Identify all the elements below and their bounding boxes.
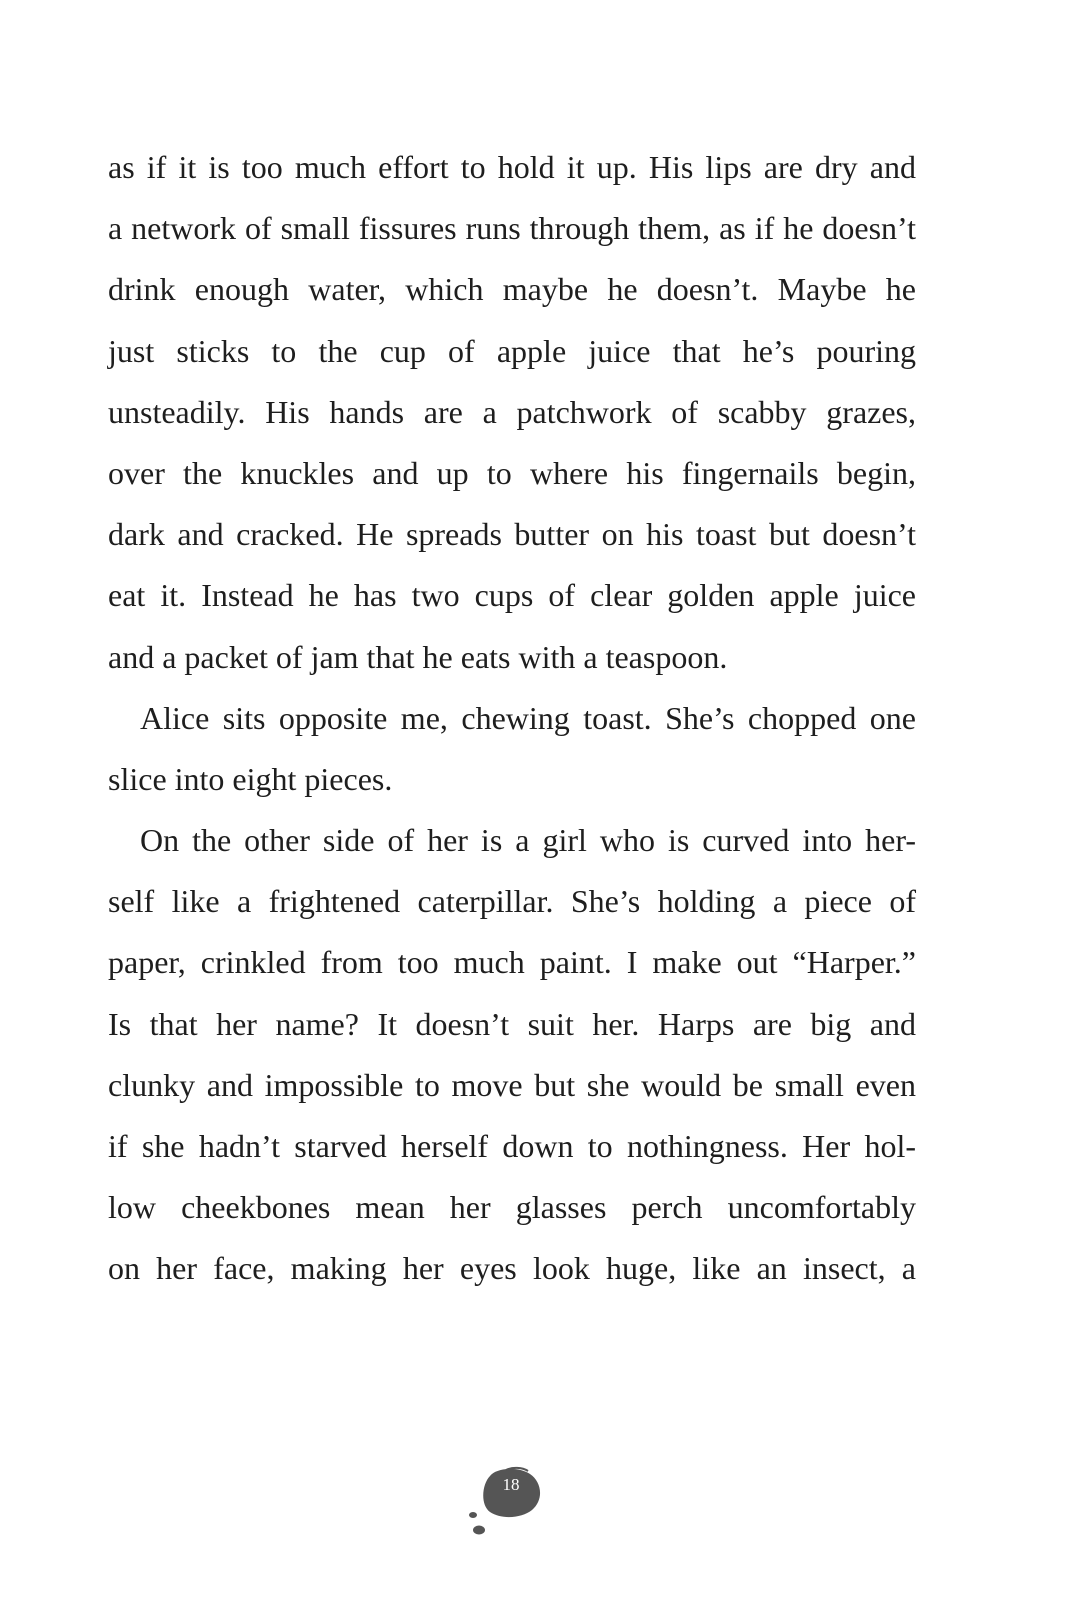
text-line: as if it is too much effort to hold it up. His lips are dry and [108, 149, 916, 185]
text-line: and a packet of jam that he eats with a teaspoon. [108, 638, 728, 675]
body-text [108, 137, 916, 1300]
text-line: drink enough water, which maybe he doesn’t. Maybe he [108, 271, 916, 308]
text-line: if she hadn’t starved herself down to nothingness. Her hol- [108, 1128, 916, 1164]
text-line: unsteadily. His hands are a patchwork of scabby grazes, [108, 393, 916, 430]
text-line: Alice sits opposite me, chewing toast. She’s chopped one [140, 699, 916, 736]
ink-blot-icon [466, 1462, 546, 1542]
text-line: slice into eight pieces. [108, 760, 393, 797]
text-line: just sticks to the cup of apple juice that he’s pouring [108, 332, 916, 369]
text-line: eat it. Instead he has two cups of clear golden apple juice [108, 577, 916, 614]
text-line: a network of small fissures runs through them, as if he doesn’t [108, 210, 916, 247]
text-line: low cheekbones mean her glasses perch uncomfortably [108, 1189, 916, 1226]
text-line: paper, crinkled from too much paint. I make out “Harper.” [108, 944, 916, 981]
text-line: Is that her name? It doesn’t suit her. Harps are big and [108, 1005, 916, 1042]
text-line: On the other side of her is a girl who is curved into her- [140, 822, 916, 859]
text-line: over the knuckles and up to where his fingernails begin, [108, 454, 916, 491]
page-number: 18 [502, 1475, 520, 1494]
text-line: self like a frightened caterpillar. She’s holding a piece of [108, 883, 916, 920]
text-line: on her face, making her eyes look huge, like an insect, a [108, 1250, 916, 1287]
page-number-badge [466, 1462, 546, 1542]
text-line: dark and cracked. He spreads butter on his toast but doesn’t [108, 516, 916, 553]
text-line: clunky and impossible to move but she would be small even [108, 1066, 916, 1103]
